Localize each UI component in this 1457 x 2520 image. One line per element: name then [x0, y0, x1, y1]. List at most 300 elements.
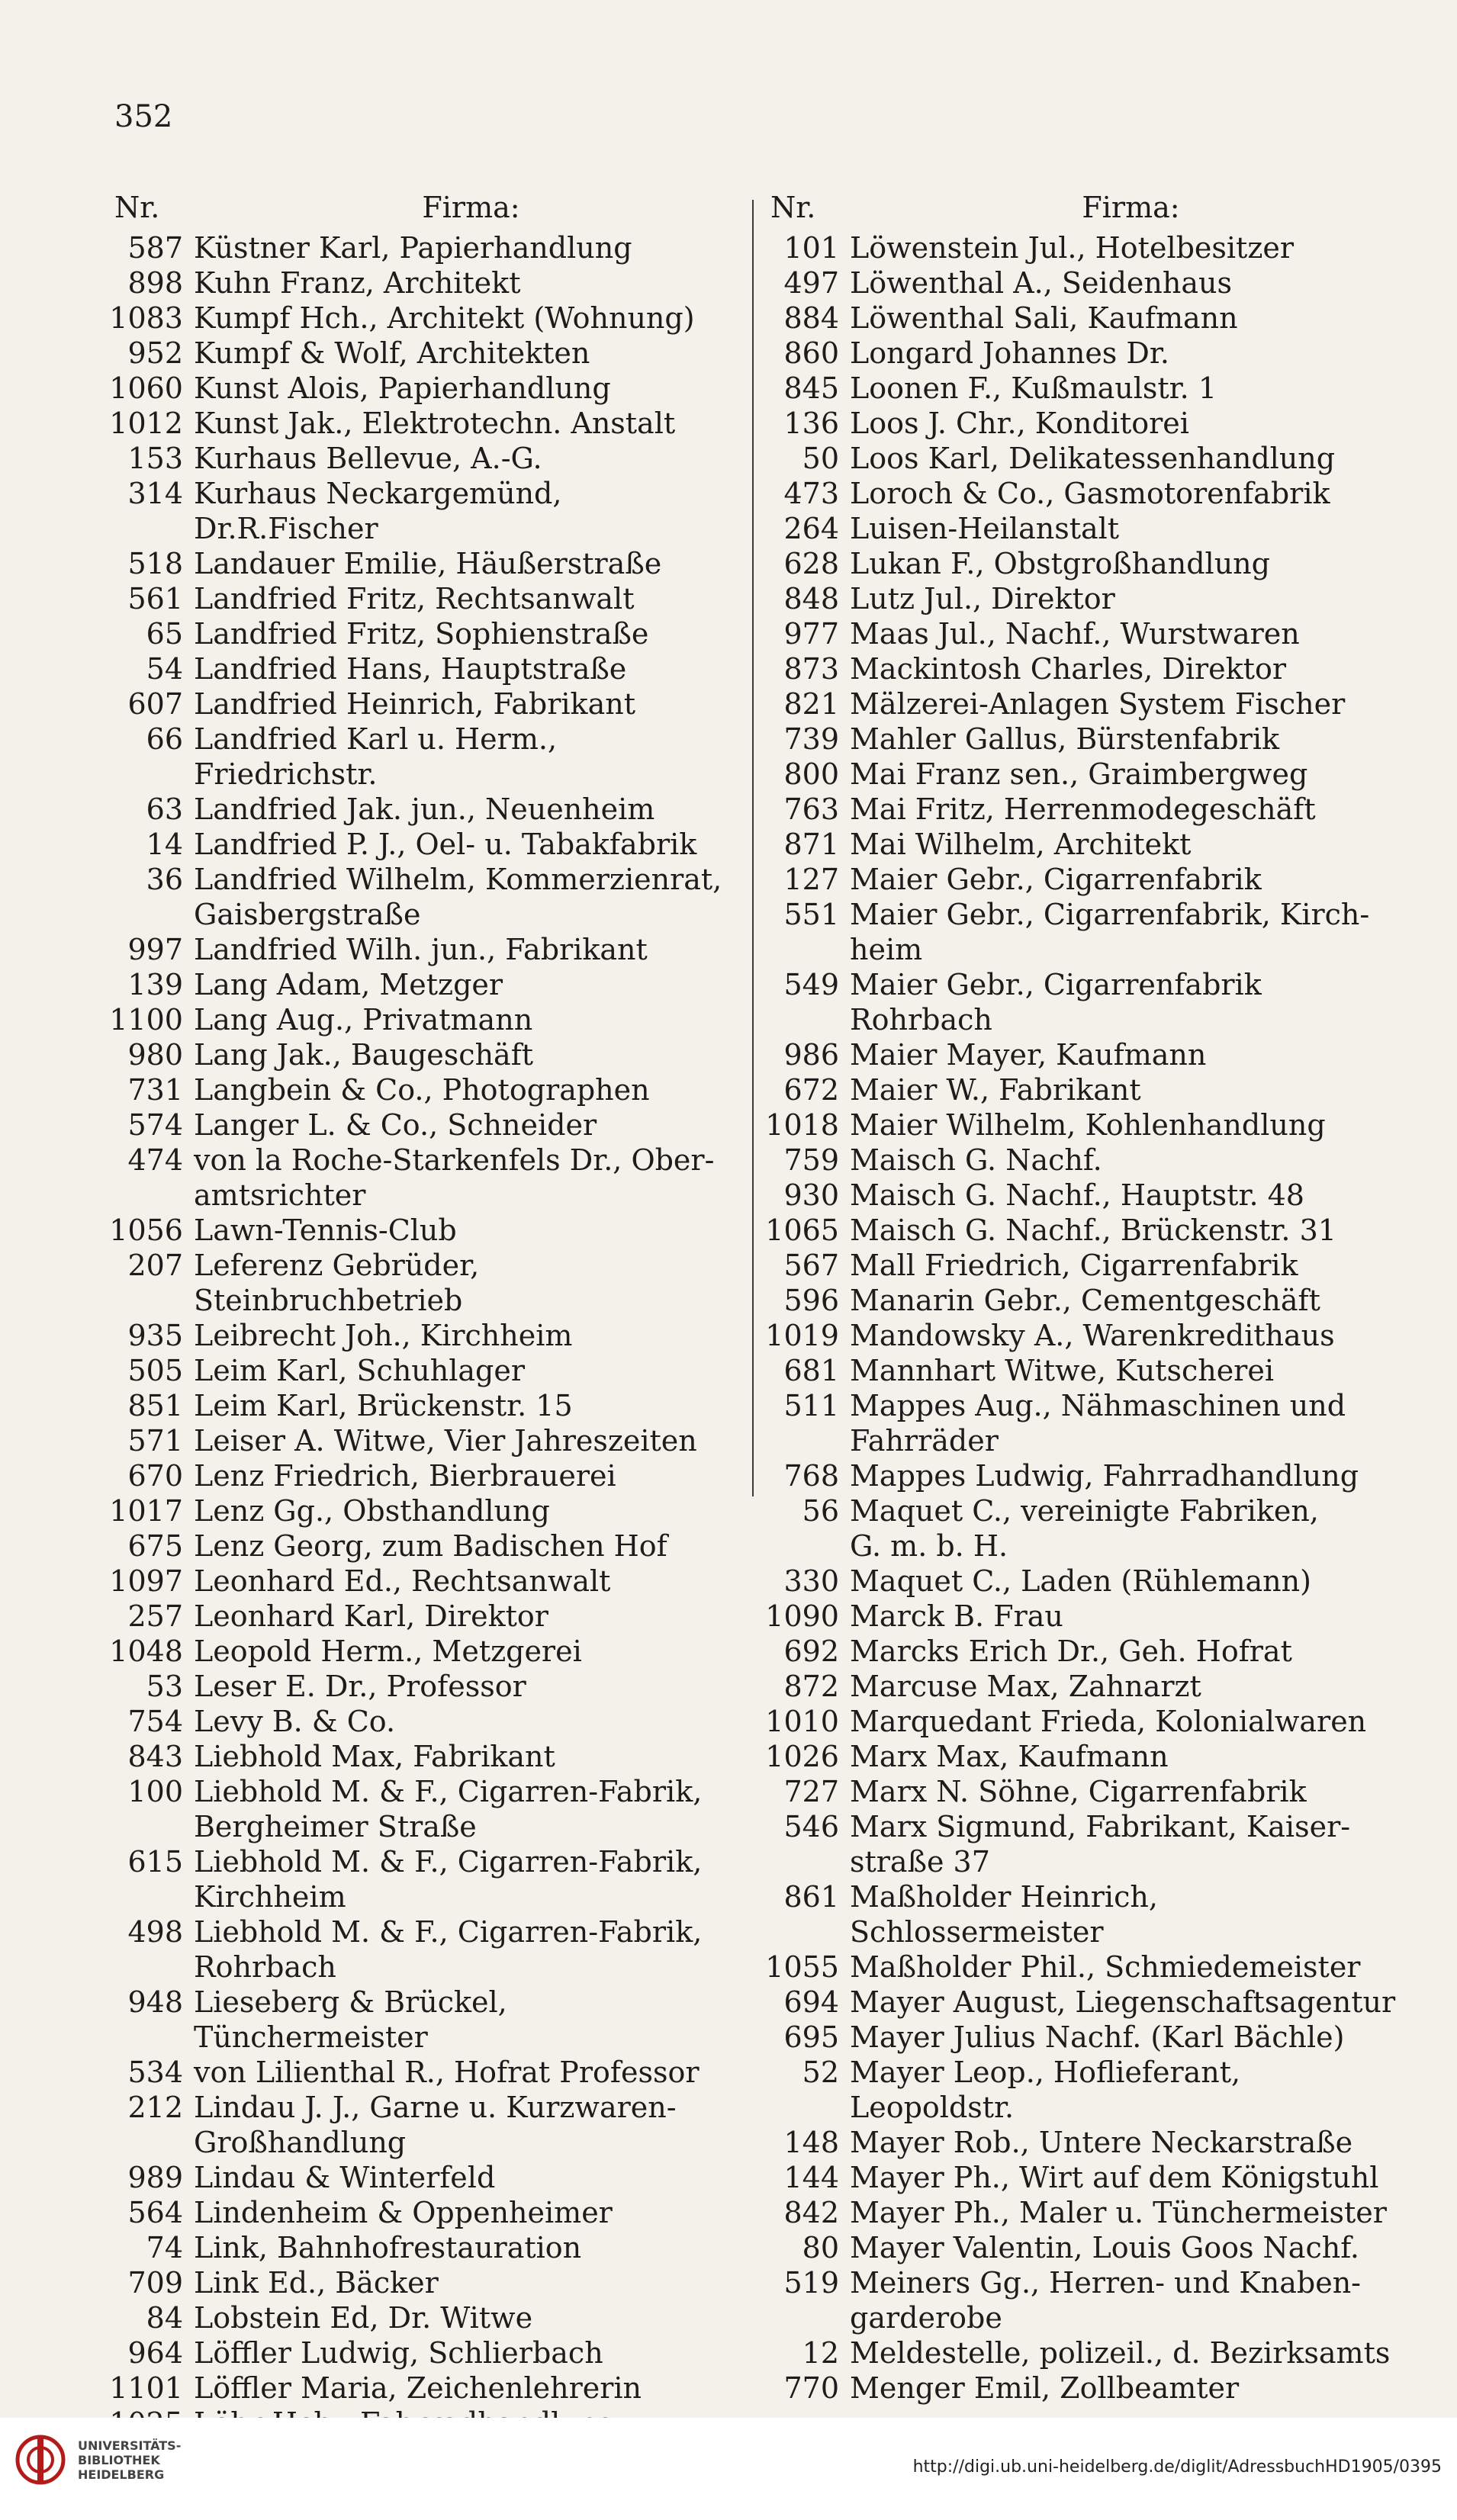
entry-number: 681 — [783, 1354, 839, 1387]
entry-number: 1065 — [765, 1213, 839, 1247]
entry-firm: Maisch G. Nachf. — [850, 1143, 1102, 1177]
entry-number: 54 — [146, 652, 183, 686]
directory-entry — [755, 511, 1411, 546]
entry-firm: Marquedant Frieda, Kolonialwaren — [850, 1705, 1367, 1738]
directory-entry — [99, 581, 748, 616]
directory-entry — [755, 2125, 1411, 2160]
entry-number: 63 — [146, 792, 183, 826]
entry-firm: Landfried Hans, Hauptstraße — [194, 652, 627, 686]
source-url-link[interactable]: http://digi.ub.uni-heidelberg.de/diglit/AdressbuchHD1905/0395 — [912, 2457, 1442, 2477]
nr-heading: Nr. — [114, 191, 160, 224]
entry-number: 763 — [783, 792, 839, 826]
directory-entry — [99, 1599, 748, 1634]
directory-entry — [99, 1072, 748, 1107]
entry-number: 997 — [127, 933, 183, 966]
directory-entry — [755, 827, 1411, 862]
entry-firm: Loroch & Co., Gasmotorenfabrik — [850, 477, 1330, 510]
directory-entry — [99, 230, 748, 265]
entry-firm: Langer L. & Co., Schneider — [194, 1108, 597, 1142]
entry-firm: Lenz Georg, zum Badischen Hof — [194, 1529, 667, 1563]
directory-entry — [99, 932, 748, 967]
entry-firm: Maquet C., Laden (Rühlemann) — [850, 1564, 1311, 1598]
entry-number: 257 — [127, 1599, 183, 1633]
directory-entry — [99, 476, 748, 546]
entry-number: 898 — [127, 266, 183, 300]
entry-firm: Loos Karl, Delikatessenhandlung — [850, 442, 1336, 475]
entry-firm: Leiser A. Witwe, Vier Jahreszeiten — [194, 1424, 697, 1458]
directory-entry — [755, 862, 1411, 897]
directory-entry — [99, 862, 748, 932]
entry-number: 264 — [783, 512, 839, 545]
directory-entry — [99, 1493, 748, 1528]
directory-entry — [99, 441, 748, 476]
entry-firm: Landfried Fritz, Rechtsanwalt — [194, 582, 635, 616]
entry-number: 1097 — [109, 1564, 183, 1598]
entry-number: 587 — [127, 231, 183, 265]
entry-number: 670 — [127, 1459, 183, 1493]
directory-entry — [755, 2020, 1411, 2055]
right-column — [755, 191, 1411, 2406]
entry-number: 100 — [127, 1775, 183, 1808]
directory-entry — [99, 1528, 748, 1564]
column-divider — [752, 200, 754, 1496]
directory-entry — [755, 897, 1411, 967]
directory-entry — [755, 1037, 1411, 1072]
directory-entry — [755, 2230, 1411, 2265]
directory-entry — [99, 371, 748, 406]
directory-entry — [99, 1704, 748, 1739]
directory-entry — [99, 2160, 748, 2195]
directory-entry — [99, 2230, 748, 2265]
directory-entry — [755, 406, 1411, 441]
entry-firm: Mai Franz sen., Graimbergweg — [850, 757, 1308, 791]
directory-entry — [99, 2195, 748, 2230]
directory-entry — [755, 2195, 1411, 2230]
entry-number: 53 — [146, 1670, 183, 1703]
directory-entry — [755, 336, 1411, 371]
entry-firm: Lindenheim & Oppenheimer — [194, 2196, 613, 2229]
left-column — [99, 191, 748, 2441]
right-entry-list — [755, 230, 1411, 2406]
directory-entry — [755, 441, 1411, 476]
library-name-line: BIBLIOTHEK — [78, 2452, 160, 2467]
entry-number: 1048 — [109, 1634, 183, 1668]
entry-number: 574 — [127, 1108, 183, 1142]
directory-entry — [755, 686, 1411, 722]
entry-number: 519 — [783, 2266, 839, 2300]
entry-number: 127 — [783, 863, 839, 896]
entry-number: 759 — [783, 1143, 839, 1177]
directory-entry — [99, 1388, 748, 1423]
entry-number: 930 — [783, 1178, 839, 1212]
entry-firm: Maier Wilhelm, Kohlenhandlung — [850, 1108, 1326, 1142]
entry-firm: Kurhaus Bellevue, A.-G. — [194, 442, 542, 475]
entry-firm: Mappes Ludwig, Fahrradhandlung — [850, 1459, 1359, 1493]
entry-number: 821 — [783, 687, 839, 721]
entry-firm: Leonhard Karl, Direktor — [194, 1599, 548, 1633]
directory-entry — [99, 1774, 748, 1844]
entry-number: 800 — [783, 757, 839, 791]
entry-firm: Marcuse Max, Zahnarzt — [850, 1670, 1201, 1703]
entry-number: 52 — [802, 2056, 839, 2089]
directory-entry — [99, 265, 748, 301]
directory-entry — [755, 301, 1411, 336]
entry-firm: Löwenthal A., Seidenhaus — [850, 266, 1232, 300]
entry-firm: Link Ed., Bäcker — [194, 2266, 439, 2300]
entry-firm: Leser E. Dr., Professor — [194, 1670, 526, 1703]
directory-entry — [755, 722, 1411, 757]
entry-firm: Marx Max, Kaufmann — [850, 1740, 1169, 1773]
entry-number: 12 — [802, 2336, 839, 2370]
entry-number: 989 — [127, 2161, 183, 2194]
entry-number: 842 — [783, 2196, 839, 2229]
entry-number: 564 — [127, 2196, 183, 2229]
directory-entry — [99, 2090, 748, 2160]
entry-firm: Leibrecht Joh., Kirchheim — [194, 1319, 573, 1352]
entry-number: 1101 — [109, 2371, 183, 2405]
directory-entry — [99, 546, 748, 581]
entry-number: 571 — [127, 1424, 183, 1458]
entry-firm: Maier Gebr., Cigarrenfabrik — [850, 863, 1262, 896]
directory-entry — [755, 1353, 1411, 1388]
entry-firm: Maas Jul., Nachf., Wurstwaren — [850, 617, 1300, 651]
entry-firm: Marcks Erich Dr., Geh. Hofrat — [850, 1634, 1292, 1668]
firma-heading: Firma: — [422, 191, 520, 224]
firma-heading: Firma: — [1082, 191, 1180, 224]
entry-firm: Loonen F., Kußmaulstr. 1 — [850, 371, 1217, 405]
entry-firm: Küstner Karl, Papierhandlung — [194, 231, 632, 265]
directory-entry — [99, 827, 748, 862]
entry-number: 596 — [783, 1284, 839, 1317]
entry-number: 1010 — [765, 1705, 839, 1738]
entry-firm: Mayer Leop., Hoflieferant, Leopoldstr. — [850, 2056, 1241, 2124]
directory-entry — [755, 1985, 1411, 2020]
directory-entry — [99, 1423, 748, 1458]
left-column-header — [99, 191, 748, 226]
entry-number: 498 — [127, 1915, 183, 1949]
entry-firm: Kumpf Hch., Architekt (Wohnung) — [194, 301, 695, 335]
directory-entry — [99, 616, 748, 651]
directory-entry — [99, 792, 748, 827]
entry-firm: Leim Karl, Brückenstr. 15 — [194, 1389, 573, 1422]
entry-number: 546 — [783, 1810, 839, 1843]
entry-number: 768 — [783, 1459, 839, 1493]
directory-entry — [755, 1599, 1411, 1634]
entry-number: 628 — [783, 547, 839, 580]
directory-entry — [99, 722, 748, 792]
directory-entry — [99, 2265, 748, 2300]
entry-firm: Menger Emil, Zollbeamter — [850, 2371, 1240, 2405]
entry-firm: Meldestelle, polizeil., d. Bezirksamts — [850, 2336, 1391, 2370]
entry-firm: Mayer Ph., Maler u. Tünchermeister — [850, 2196, 1387, 2229]
entry-firm: Lang Aug., Privatmann — [194, 1003, 533, 1037]
directory-entry — [99, 1669, 748, 1704]
directory-entry — [99, 336, 748, 371]
entry-firm: Löffler Maria, Zeichenlehrerin — [194, 2371, 642, 2405]
directory-entry — [99, 1318, 748, 1353]
entry-number: 848 — [783, 582, 839, 616]
entry-number: 1083 — [109, 301, 183, 335]
entry-number: 615 — [127, 1845, 183, 1879]
entry-firm: Leonhard Ed., Rechtsanwalt — [194, 1564, 611, 1598]
directory-entry — [99, 1458, 748, 1493]
entry-firm: Lindau J. J., Garne u. Kurzwaren- Großhandlung — [194, 2091, 677, 2159]
entry-number: 695 — [783, 2020, 839, 2054]
directory-entry — [99, 2335, 748, 2371]
entry-number: 511 — [783, 1389, 839, 1422]
directory-entry — [755, 1879, 1411, 1949]
entry-number: 860 — [783, 336, 839, 370]
entry-number: 1026 — [765, 1740, 839, 1773]
entry-number: 727 — [783, 1775, 839, 1808]
entry-number: 1012 — [109, 407, 183, 440]
entry-number: 101 — [783, 231, 839, 265]
entry-number: 207 — [127, 1249, 183, 1282]
entry-firm: Link, Bahnhofrestauration — [194, 2231, 582, 2264]
entry-firm: Lang Jak., Baugeschäft — [194, 1038, 534, 1072]
entry-firm: Kumpf & Wolf, Architekten — [194, 336, 590, 370]
entry-firm: von la Roche-Starkenfels Dr., Ober- amtsrichter — [194, 1143, 715, 1212]
entry-firm: Kuhn Franz, Architekt — [194, 266, 521, 300]
directory-entry — [99, 2300, 748, 2335]
entry-firm: Landfried P. J., Oel- u. Tabakfabrik — [194, 828, 697, 861]
directory-entry — [755, 2371, 1411, 2406]
entry-number: 139 — [127, 968, 183, 1001]
directory-entry — [755, 371, 1411, 406]
entry-firm: Löwenstein Jul., Hotelbesitzer — [850, 231, 1295, 265]
directory-entry — [99, 1985, 748, 2055]
entry-firm: Löwenthal Sali, Kaufmann — [850, 301, 1238, 335]
entry-firm: Kunst Jak., Elektrotechn. Anstalt — [194, 407, 676, 440]
entry-firm: Mayer August, Liegenschaftsagentur — [850, 1985, 1396, 2019]
directory-entry — [99, 1914, 748, 1985]
entry-number: 136 — [783, 407, 839, 440]
entry-firm: Meiners Gg., Herren- und Knaben- garderobe — [850, 2266, 1362, 2335]
entry-number: 474 — [127, 1143, 183, 1177]
entry-firm: von Lilienthal R., Hofrat Professor — [194, 2056, 700, 2089]
entry-firm: Maßholder Heinrich, Schlossermeister — [850, 1880, 1158, 1949]
directory-entry — [755, 265, 1411, 301]
directory-entry — [99, 406, 748, 441]
entry-number: 986 — [783, 1038, 839, 1072]
directory-entry — [755, 2160, 1411, 2195]
entry-firm: Mandowsky A., Warenkredithaus — [850, 1319, 1335, 1352]
entry-firm: Maier Mayer, Kaufmann — [850, 1038, 1207, 1072]
directory-entry — [99, 1107, 748, 1143]
entry-number: 153 — [127, 442, 183, 475]
directory-entry — [755, 230, 1411, 265]
entry-number: 314 — [127, 477, 183, 510]
directory-entry — [99, 1002, 748, 1037]
entry-number: 675 — [127, 1529, 183, 1563]
entry-number: 80 — [802, 2231, 839, 2264]
directory-entry — [99, 967, 748, 1002]
entry-number: 861 — [783, 1880, 839, 1914]
entry-number: 754 — [127, 1705, 183, 1738]
entry-number: 212 — [127, 2091, 183, 2124]
entry-number: 74 — [146, 2231, 183, 2264]
directory-entry — [99, 651, 748, 686]
library-name-line: HEIDELBERG — [78, 2467, 165, 2482]
entry-firm: Lukan F., Obstgroßhandlung — [850, 547, 1270, 580]
directory-entry — [755, 2265, 1411, 2335]
directory-entry — [99, 1353, 748, 1388]
entry-number: 1100 — [109, 1003, 183, 1037]
entry-firm: Maisch G. Nachf., Hauptstr. 48 — [850, 1178, 1304, 1212]
entry-firm: Marx Sigmund, Fabrikant, Kaiser- straße 37 — [850, 1810, 1351, 1879]
entry-firm: Leferenz Gebrüder, Steinbruchbetrieb — [194, 1249, 480, 1317]
directory-entry — [99, 1037, 748, 1072]
entry-firm: Landfried Heinrich, Fabrikant — [194, 687, 635, 721]
directory-entry — [755, 1283, 1411, 1318]
footer-bar — [0, 2418, 1457, 2520]
directory-entry — [99, 1564, 748, 1599]
entry-number: 1056 — [109, 1213, 183, 1247]
entry-firm: Maisch G. Nachf., Brückenstr. 31 — [850, 1213, 1336, 1247]
directory-entry — [755, 1774, 1411, 1809]
entry-firm: Luisen-Heilanstalt — [850, 512, 1120, 545]
entry-number: 873 — [783, 652, 839, 686]
entry-firm: Mai Wilhelm, Architekt — [850, 828, 1192, 861]
entry-firm: Kunst Alois, Papierhandlung — [194, 371, 611, 405]
entry-firm: Mackintosh Charles, Direktor — [850, 652, 1286, 686]
entry-number: 330 — [783, 1564, 839, 1598]
library-logo[interactable] — [14, 2433, 181, 2486]
entry-firm: Maquet C., vereinigte Fabriken, G. m. b. H. — [850, 1494, 1319, 1563]
entry-firm: Landfried Fritz, Sophienstraße — [194, 617, 649, 651]
entry-firm: Maier Gebr., Cigarrenfabrik Rohrbach — [850, 968, 1262, 1037]
entry-firm: Landauer Emilie, Häußerstraße — [194, 547, 662, 580]
entry-firm: Lawn-Tennis-Club — [194, 1213, 457, 1247]
entry-firm: Kurhaus Neckargemünd, Dr.R.Fischer — [194, 477, 562, 545]
directory-entry — [99, 2055, 748, 2090]
entry-firm: Liebhold Max, Fabrikant — [194, 1740, 555, 1773]
directory-entry — [99, 1739, 748, 1774]
entry-number: 66 — [146, 722, 183, 756]
right-column-header — [755, 191, 1411, 226]
directory-entry — [755, 1564, 1411, 1599]
directory-entry — [755, 1809, 1411, 1879]
entry-number: 561 — [127, 582, 183, 616]
entry-number: 65 — [146, 617, 183, 651]
entry-number: 567 — [783, 1249, 839, 1282]
entry-firm: Landfried Jak. jun., Neuenheim — [194, 792, 655, 826]
entry-number: 731 — [127, 1073, 183, 1107]
entry-number: 884 — [783, 301, 839, 335]
entry-number: 144 — [783, 2161, 839, 2194]
entry-number: 505 — [127, 1354, 183, 1387]
entry-firm: Mannhart Witwe, Kutscherei — [850, 1354, 1274, 1387]
entry-firm: Mayer Ph., Wirt auf dem Königstuhl — [850, 2161, 1379, 2194]
page-number: 352 — [114, 99, 173, 134]
entry-number: 739 — [783, 722, 839, 756]
directory-entry — [755, 1493, 1411, 1564]
directory-entry — [99, 1844, 748, 1914]
directory-entry — [755, 476, 1411, 511]
entry-firm: Landfried Karl u. Herm., Friedrichstr. — [194, 722, 558, 791]
directory-entry — [99, 1248, 748, 1318]
directory-entry — [99, 301, 748, 336]
entry-firm: Manarin Gebr., Cementgeschäft — [850, 1284, 1320, 1317]
left-entry-list — [99, 230, 748, 2441]
directory-entry — [755, 967, 1411, 1037]
entry-number: 473 — [783, 477, 839, 510]
entry-firm: Maier W., Fabrikant — [850, 1073, 1141, 1107]
entry-number: 1019 — [765, 1319, 839, 1352]
entry-number: 692 — [783, 1634, 839, 1668]
entry-firm: Leim Karl, Schuhlager — [194, 1354, 526, 1387]
entry-firm: Mayer Julius Nachf. (Karl Bächle) — [850, 2020, 1345, 2054]
entry-number: 935 — [127, 1319, 183, 1352]
entry-number: 845 — [783, 371, 839, 405]
entry-firm: Lenz Friedrich, Bierbrauerei — [194, 1459, 616, 1493]
entry-number: 497 — [783, 266, 839, 300]
entry-firm: Longard Johannes Dr. — [850, 336, 1169, 370]
entry-number: 851 — [127, 1389, 183, 1422]
entry-number: 871 — [783, 828, 839, 861]
entry-number: 50 — [802, 442, 839, 475]
directory-entry — [99, 2371, 748, 2406]
directory-entry — [99, 1213, 748, 1248]
entry-number: 551 — [783, 898, 839, 931]
directory-entry — [755, 651, 1411, 686]
entry-number: 549 — [783, 968, 839, 1001]
directory-entry — [755, 1213, 1411, 1248]
entry-firm: Mälzerei-Anlagen System Fischer — [850, 687, 1346, 721]
entry-firm: Landfried Wilh. jun., Fabrikant — [194, 933, 648, 966]
entry-firm: Leopold Herm., Metzgerei — [194, 1634, 582, 1668]
directory-entry — [755, 1107, 1411, 1143]
entry-number: 1060 — [109, 371, 183, 405]
entry-firm: Lindau & Winterfeld — [194, 2161, 496, 2194]
entry-firm: Lang Adam, Metzger — [194, 968, 503, 1001]
directory-entry — [755, 757, 1411, 792]
directory-entry — [755, 1072, 1411, 1107]
entry-firm: Liebhold M. & F., Cigarren-Fabrik, Bergheimer Straße — [194, 1775, 703, 1843]
entry-firm: Lieseberg & Brückel, Tünchermeister — [194, 1985, 507, 2054]
entry-firm: Lenz Gg., Obsthandlung — [194, 1494, 550, 1528]
entry-number: 980 — [127, 1038, 183, 1072]
entry-number: 843 — [127, 1740, 183, 1773]
entry-firm: Mall Friedrich, Cigarrenfabrik — [850, 1249, 1298, 1282]
entry-firm: Mai Fritz, Herrenmodegeschäft — [850, 792, 1316, 826]
directory-entry — [755, 1458, 1411, 1493]
directory-entry — [99, 686, 748, 722]
entry-firm: Löffler Ludwig, Schlierbach — [194, 2336, 603, 2370]
entry-number: 709 — [127, 2266, 183, 2300]
directory-entry — [755, 1318, 1411, 1353]
directory-entry — [755, 2055, 1411, 2125]
directory-entry — [755, 1634, 1411, 1669]
directory-entry — [755, 1704, 1411, 1739]
entry-firm: Maßholder Phil., Schmiedemeister — [850, 1950, 1361, 1984]
directory-entry — [755, 1949, 1411, 1985]
entry-firm: Marck B. Frau — [850, 1599, 1063, 1633]
directory-entry — [755, 792, 1411, 827]
directory-entry — [755, 1248, 1411, 1283]
entry-firm: Lobstein Ed, Dr. Witwe — [194, 2301, 533, 2335]
entry-firm: Landfried Wilhelm, Kommerzienrat, Gaisbergstraße — [194, 863, 722, 931]
entry-number: 518 — [127, 547, 183, 580]
directory-entry — [755, 2335, 1411, 2371]
entry-firm: Loos J. Chr., Konditorei — [850, 407, 1189, 440]
nr-heading: Nr. — [770, 191, 816, 224]
entry-number: 770 — [783, 2371, 839, 2405]
directory-entry — [99, 1634, 748, 1669]
entry-number: 14 — [146, 828, 183, 861]
entry-number: 977 — [783, 617, 839, 651]
directory-entry — [755, 616, 1411, 651]
